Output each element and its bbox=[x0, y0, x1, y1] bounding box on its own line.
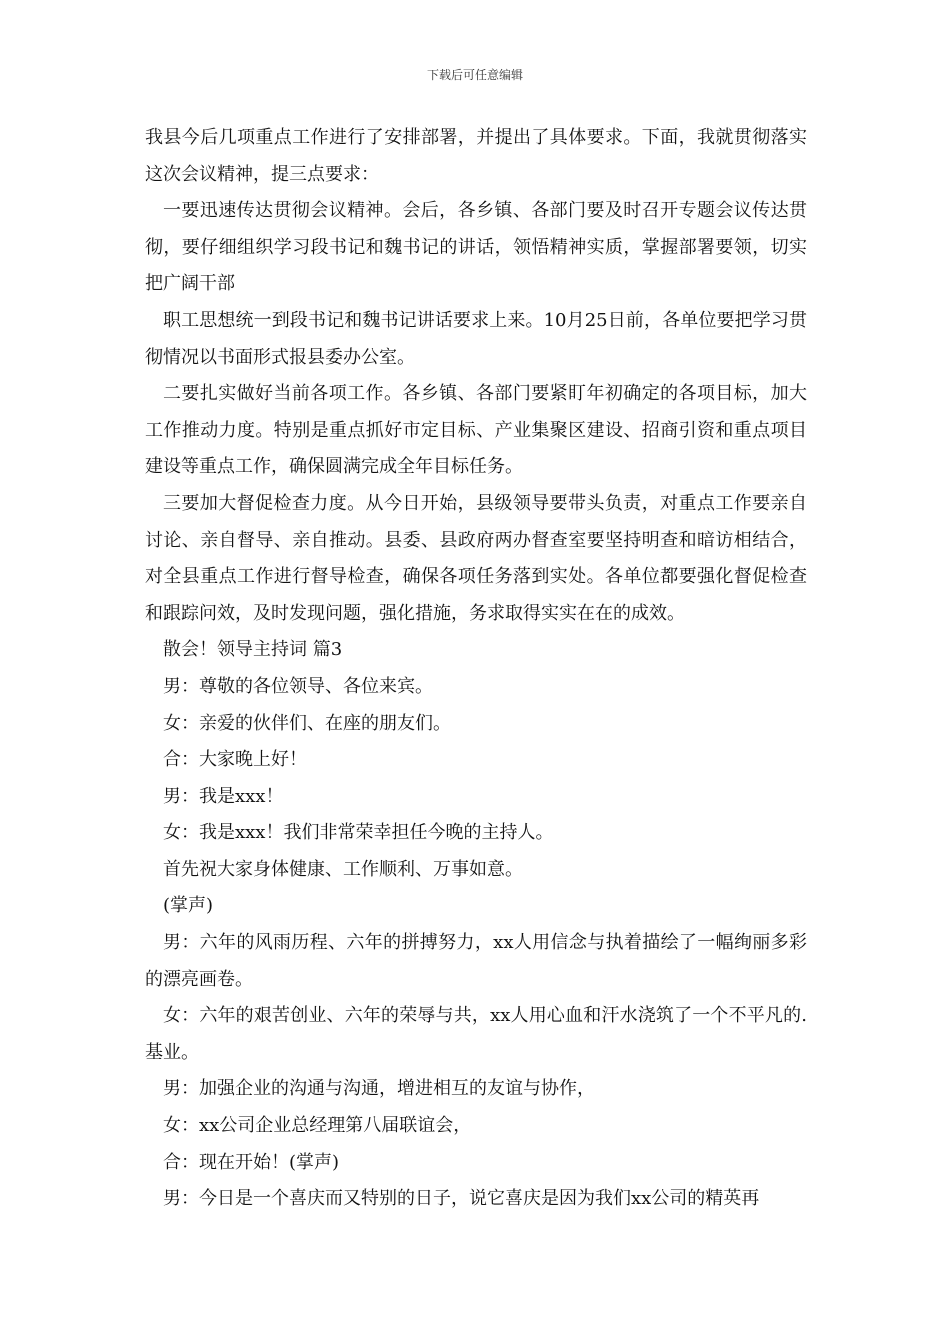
paragraph: 男：我是xxx！ bbox=[163, 785, 284, 807]
paragraph: 男：加强企业的沟通与沟通，增进相互的友谊与协作， bbox=[163, 1078, 595, 1100]
paragraph: (掌声) bbox=[163, 895, 214, 917]
paragraph: 二要扎实做好当前各项工作。各乡镇、各部门要紧盯年初确定的各项目标，加大工作推动力度。特别是重点抓好市定目标、产业集聚区建设、招商引资和重点项目建设等重点工作，确保圆满完成全年目标任务。 bbox=[145, 383, 807, 478]
paragraph: 女：六年的艰苦创业、六年的荣辱与共，xx人用心血和汗水浇筑了一个不平凡的.基业。 bbox=[145, 1005, 807, 1063]
page-header: 下载后可任意编辑 bbox=[426, 68, 523, 82]
paragraph: 女：亲爱的伙伴们、在座的朋友们。 bbox=[163, 712, 451, 734]
paragraph: 职工思想统一到段书记和魏书记讲话要求上来。10月25日前，各单位要把学习贯彻情况以书面形式报县委办公室。 bbox=[145, 309, 807, 368]
paragraph: 一要迅速传达贯彻会议精神。会后，各乡镇、各部门要及时召开专题会议传达贯彻，要仔细组织学习段书记和魏书记的讲话，领悟精神实质，掌握部署要领，切实把广阔干部 bbox=[145, 200, 807, 295]
paragraph: 女：我是xxx！我们非常荣幸担任今晚的主持人。 bbox=[163, 822, 554, 844]
paragraph: 合：大家晚上好！ bbox=[163, 749, 307, 771]
paragraph: 男：今日是一个喜庆而又特别的日子，说它喜庆是因为我们xx公司的精英再 bbox=[163, 1188, 760, 1210]
paragraph: 男：尊敬的各位领导、各位来宾。 bbox=[163, 675, 433, 697]
document-body bbox=[145, 120, 807, 1218]
paragraph: 合：现在开始！(掌声) bbox=[163, 1151, 340, 1173]
paragraph: 我县今后几项重点工作进行了安排部署，并提出了具体要求。下面，我就贯彻落实这次会议精神，提三点要求： bbox=[145, 127, 807, 185]
paragraph: 三要加大督促检查力度。从今日开始，县级领导要带头负责，对重点工作要亲自讨论、亲自督导、亲自推动。县委、县政府两办督查室要坚持明查和暗访相结合，对全县重点工作进行督导检查，确保各项任务落到实处。各单位都要强化督促检查和跟踪问效，及时发现问题，强化措施，务求取得实实在在的成效。 bbox=[145, 492, 807, 624]
paragraph: 男：六年的风雨历程、六年的拼搏努力，xx人用信念与执着描绘了一幅绚丽多彩的漂亮画卷。 bbox=[145, 932, 807, 990]
paragraph: 女：xx公司企业总经理第八届联谊会， bbox=[163, 1115, 472, 1137]
paragraph: 散会！领导主持词 篇3 bbox=[163, 639, 343, 661]
paragraph: 首先祝大家身体健康、工作顺利、万事如意。 bbox=[163, 858, 523, 880]
